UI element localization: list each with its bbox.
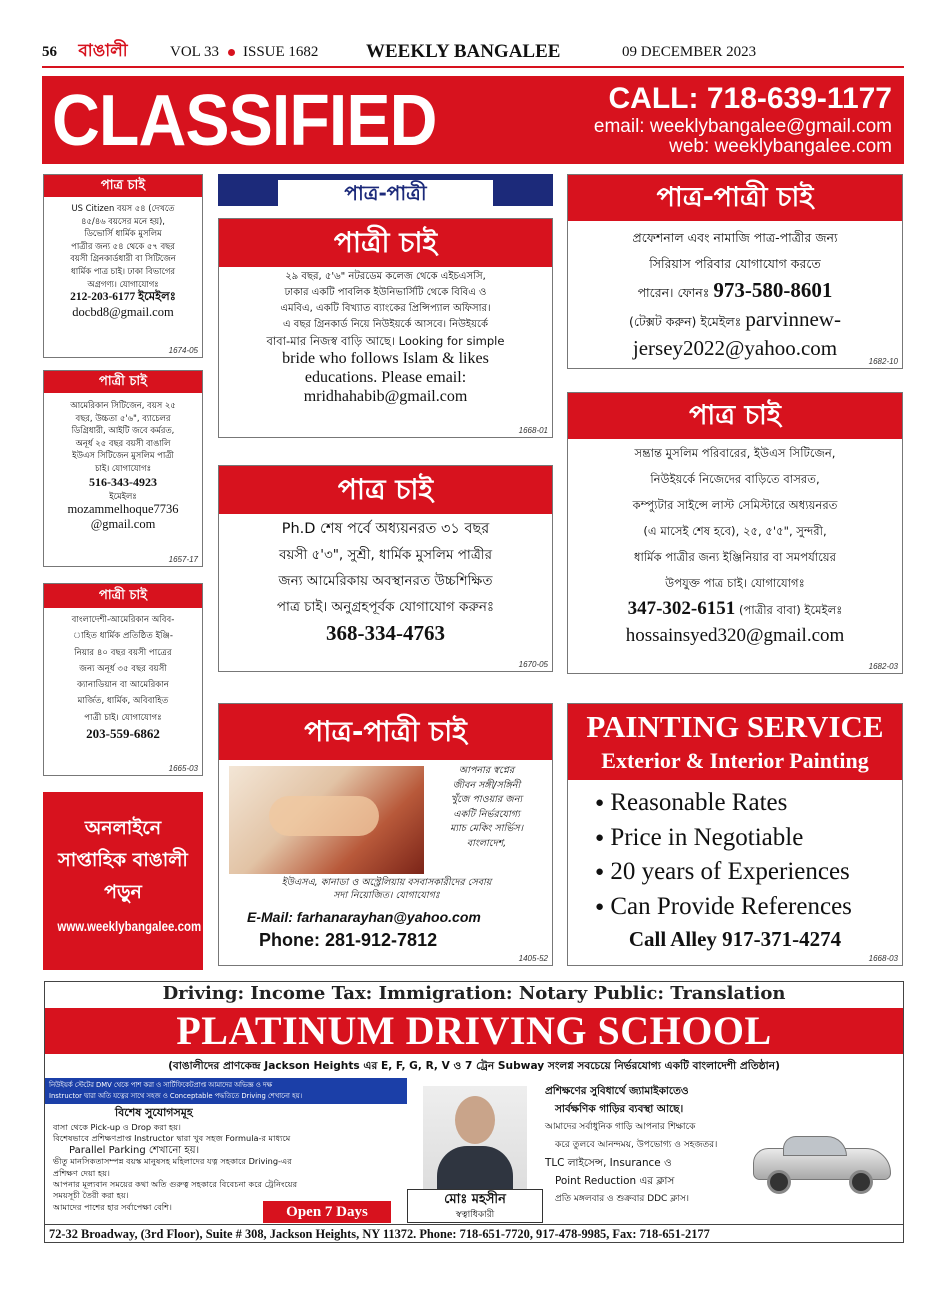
ad-line: জন্য অনূর্ধ ৩৫ বছর বয়সী	[79, 663, 167, 674]
painting-subtitle: Exterior & Interior Painting	[601, 748, 869, 773]
ad-phone: 368-334-4763	[326, 621, 445, 645]
volume: VOL 33	[170, 44, 220, 60]
ad-line: বাংলাদেশী-আমেরিকান অবিব-	[71, 615, 175, 625]
painting-title: PAINTING SERVICE	[586, 709, 884, 744]
issue-date: 09 DECEMBER 2023	[622, 44, 757, 60]
ad-line: জন্য আমেরিকায় অবস্থানরত উচ্চশিক্ষিত	[278, 573, 493, 589]
painting-bullets	[568, 780, 902, 924]
ad-email: parvinnew-	[745, 307, 841, 331]
hands-shape	[269, 796, 379, 836]
online-line: সাপ্তাহিক বাঙালী	[58, 849, 188, 871]
ad-email: mozammelhoque7736	[67, 502, 179, 517]
driving-point: প্রশিক্ষণের সুবিধার্থে জ্যামাইকাতেও	[545, 1085, 689, 1097]
ad-bride-wanted-2	[43, 370, 203, 567]
ad-line: সম্ভ্রান্ত মুসলিম পরিবারের, ইউএস সিটিজেন,	[634, 446, 836, 460]
ad-body	[44, 393, 202, 532]
ad-heading: পাত্র-পাত্রী চাই	[568, 175, 902, 221]
ad-matchmaking	[218, 703, 553, 966]
ad-line: ক্যানাডিয়ান বা আমেরিকান	[77, 680, 169, 691]
ad-line: আমেরিকান সিটিজেন, বয়স ২৫	[70, 400, 176, 410]
driving-tagline: (বাঙালীদের প্রাণকেন্দ্র Jackson Heights এর E, F, G, R, V ও 7 ট্রেন Subway সংলগ্ন সবচেয়ে নির্ভরযোগ্য একটি বাংলাদেশী প্রতিষ্ঠান)	[168, 1060, 780, 1072]
painting-bullet: Can Provide References	[610, 892, 852, 920]
ad-groom-wanted-5	[218, 465, 553, 672]
ad-line: নিয়ার ৪০ বছর বয়সী পাত্রের	[74, 647, 172, 658]
online-line: পড়ুন	[104, 881, 142, 903]
ad-line: অগ্রগণ্য। যোগাযোগঃ	[87, 278, 159, 289]
ad-phone: 516-343-4923	[89, 474, 157, 489]
owner-caption	[407, 1189, 543, 1223]
ad-ref: 1405-52	[518, 954, 548, 963]
section-banner-label: পাত্র-পাত্রী	[278, 180, 493, 206]
ad-phone: 212-203-6177 ইমেইলঃ	[70, 291, 176, 304]
car-wheel	[767, 1170, 791, 1194]
ad-line: চাই। যোগাযোগঃ	[94, 462, 152, 473]
ad-line: বছর, উচ্চতা ৫'৬", ব্যাচেলর	[75, 412, 171, 423]
ad-body	[219, 267, 552, 406]
ad-line: ধার্মিক পাত্রীর জন্য ইঞ্জিনিয়ার বা সমপর্যায়ের	[634, 550, 836, 564]
ad-heading: পাত্রী চাই	[219, 219, 552, 267]
car-image	[745, 1130, 895, 1198]
ad-driving-school	[44, 981, 904, 1243]
ad-email: jersey2022@yahoo.com	[632, 336, 838, 360]
ad-line: ঢাকার একটি পাবলিক ইউনিভার্সিটি থেকে বিবিএ ও	[284, 287, 487, 298]
ad-heading: পাত্র চাই	[568, 393, 902, 439]
ad-bride-wanted-3	[43, 583, 203, 776]
driving-point: আমাদের সর্বাধুনিক গাড়ি আপনার শিক্ষাকে	[545, 1122, 696, 1132]
ad-ref: 1668-01	[518, 426, 548, 435]
blue-banner-line: Instructor দ্বারা অতি যত্নের সাথে সহজ ও Conceptable পদ্ধতিতে Driving শেখানো হয়।	[49, 1092, 303, 1100]
classified-title: CLASSIFIED	[52, 81, 437, 161]
ad-heading: পাত্রী চাই	[44, 371, 202, 393]
ad-bride-wanted-4	[218, 218, 553, 438]
ad-line: bride who follows Islam & likes	[282, 350, 489, 367]
online-line: অনলাইনে	[84, 817, 162, 839]
painting-bullet: 20 years of Experiences	[610, 858, 850, 885]
owner-name: মোঃ মহসীন	[444, 1192, 506, 1207]
ad-line: একটি নির্ভরযোগ্য	[453, 808, 520, 820]
car-roof	[783, 1136, 847, 1156]
banner-web: web: weeklybangalee.com	[669, 136, 892, 157]
ad-painting-service	[567, 703, 903, 966]
ad-phone: 973-580-8601	[713, 278, 833, 302]
ad-ref: 1682-10	[868, 357, 898, 366]
ad-email: @gmail.com	[90, 517, 156, 532]
ad-body	[568, 439, 902, 649]
ad-line: এমবিএ, একটি বিখ্যাত ব্যাংকের প্রিন্সিপ্যাল অফিসার।	[280, 303, 491, 314]
ad-line: পারেন। ফোনঃ	[637, 285, 710, 300]
driving-special-heading: বিশেষ সুযোগসমূহ	[115, 1106, 193, 1119]
ad-line: এ বছর গ্রিনকার্ড নিয়ে নিউইয়র্কে আসবে। নিউইয়র্কে	[282, 319, 488, 330]
painting-bullet: Reasonable Rates	[610, 789, 788, 816]
driving-point: ভীতু মানসিকতাসম্পন্ন বয়স্ক মানুষসহ মহিলাদের যত্ন সহকারে Driving-এর	[53, 1156, 292, 1167]
ad-line: ডিভোর্সি ধার্মিক মুসলিম	[84, 228, 162, 239]
driving-blue-banner	[45, 1078, 407, 1104]
bullet-dot-icon	[228, 49, 235, 56]
open-7-days-badge: Open 7 Days	[263, 1201, 391, 1223]
ad-line: সদা নিয়োজিত। যোগাযোগঃ	[333, 890, 440, 901]
ad-line: ইউএসএ, কানাডা ও অস্ট্রেলিয়ায় বসবাসকারীদের সেবায়	[281, 877, 492, 888]
driving-point: আপনার মূল্যবান সময়ের কথা অতি গুরুত্ব সহকারে বিবেচনা করে ট্রেনিংয়ের	[53, 1179, 298, 1190]
driving-title: PLATINUM DRIVING SCHOOL	[45, 1008, 903, 1054]
painting-bullet: Price in Negotiable	[610, 823, 804, 851]
ad-line: বাংলাদেশ,	[466, 837, 507, 849]
page-number: 56	[42, 44, 57, 60]
ad-line: (টেক্সট করুন) ইমেইলঃ	[629, 314, 742, 329]
ad-body	[568, 221, 902, 361]
online-url[interactable]: www.weeklybangalee.com	[57, 918, 202, 934]
ad-email: E-Mail: farhanarayhan@yahoo.com	[247, 909, 481, 925]
ad-line: বয়সী গ্রিনকার্ডধারী বা সিটিজেন	[70, 253, 176, 264]
ad-body	[44, 197, 202, 320]
ad-line: সিরিয়াস পরিবার যোগাযোগ করতে	[649, 256, 821, 271]
ad-email: mridhahabib@gmail.com	[303, 388, 468, 405]
blue-banner-line: নিউইয়র্ক স্টেটের DMV থেকে পাশ করা ও সার্টিফিকেটপ্রাপ্ত আমাদের অভিজ্ঞ ও দক্ষ	[49, 1081, 272, 1089]
header-rule	[42, 66, 904, 68]
wedding-hands-photo	[229, 766, 424, 874]
driving-point: সময়সূচী তৈরী করা হয়।	[53, 1190, 129, 1201]
section-banner	[218, 174, 553, 206]
driving-point: করে তুলবে আনন্দময়, উপভোগ্য ও সহজতর।	[555, 1140, 718, 1150]
ad-line: (পাত্রীর বাবা) ইমেইলঃ	[738, 603, 843, 617]
bullet-icon: ●	[595, 829, 605, 846]
ad-line: Ph.D শেষ পর্বে অধ্যয়নরত ৩১ বছর	[281, 521, 490, 537]
driving-point: Parallel Parking শেখানো হয়।	[69, 1144, 200, 1156]
owner-head	[455, 1096, 495, 1144]
driving-left-column	[45, 1078, 407, 1220]
ad-line: বাবা-মার নিজস্ব বাড়ি আছে। Looking for simple	[266, 334, 505, 348]
driving-point: সার্বক্ষণিক গাড়ির ব্যবস্থা আছে।	[555, 1103, 684, 1115]
ad-body	[219, 514, 552, 646]
painting-header	[568, 704, 902, 780]
ad-line: নিউইয়র্কে নিজেদের বাড়িতে বাসরত,	[650, 472, 820, 486]
ad-line: উপযুক্ত পাত্র চাই। যোগাযোগঃ	[665, 576, 805, 590]
ad-line: অনূর্ধ ২৫ বছর বয়সী বাঙালি	[75, 437, 171, 448]
car-wheel	[849, 1170, 873, 1194]
ad-email: docbd8@gmail.com	[72, 305, 174, 320]
ad-line: মার্জিত, ধার্মিক, অবিবাহিত	[77, 696, 169, 707]
driving-point: প্রতি মঙ্গলবার ও শুক্রবার DDC ক্লাস।	[555, 1194, 690, 1204]
ad-heading: পাত্র চাই	[219, 466, 552, 514]
ad-heading: পাত্রী চাই	[44, 584, 202, 608]
ad-line: ধার্মিক পাত্র চাই। ঢাকা বিভাগের	[71, 265, 175, 276]
ad-ref: 1670-05	[518, 660, 548, 669]
ad-line: educations. Please email:	[304, 369, 467, 386]
driving-point: TLC লাইসেন্স, Insurance ও	[545, 1157, 672, 1169]
driving-point: প্রশিক্ষণ দেয়া হয়।	[53, 1167, 110, 1178]
ad-phone: 203-559-6862	[86, 726, 160, 742]
ad-line: বয়সী ৫'৩", সুশ্রী, ধার্মিক মুসলিম পাত্রীর	[278, 547, 493, 563]
ad-body	[44, 608, 202, 742]
classified-banner	[42, 76, 904, 164]
publication-name: WEEKLY BANGALEE	[366, 41, 561, 62]
ad-line: প্রফেশনাল এবং নামাজি পাত্র-পাত্রীর জন্য	[632, 230, 838, 245]
bullet-icon: ●	[595, 864, 605, 880]
driving-services: Driving: Income Tax: Immigration: Notary Public: Translation	[162, 983, 786, 1004]
ad-phone: 347-302-6151	[627, 598, 736, 619]
bullet-icon: ●	[595, 898, 605, 915]
ad-ref: 1682-03	[868, 662, 898, 671]
ad-line: াহিত ধার্মিক প্রতিষ্ঠিত ইঞ্জি-	[73, 631, 173, 642]
issue: ISSUE 1682	[243, 44, 319, 60]
ad-line: জীবন সঙ্গী/সঙ্গিনী	[452, 779, 521, 791]
driving-point: বিশেষভাবে প্রশিক্ষণপ্রাপ্ত Instructor দ্বারা খুব সহজ Formula-র মাধ্যমে	[53, 1133, 291, 1144]
bullet-icon: ●	[595, 795, 605, 811]
ad-ref: 1674-05	[168, 346, 198, 355]
ad-line: (এ মাসেই শেষ হবে), ২৫, ৫'৫", সুন্দরী,	[643, 524, 827, 538]
driving-left-points	[45, 1122, 407, 1213]
banner-email: email: weeklybangalee@gmail.com	[593, 116, 892, 137]
driving-point: Point Reduction এর ক্লাস	[555, 1175, 675, 1187]
ad-ref: 1657-17	[168, 555, 198, 564]
ad-line: কম্প্যুটার সাইন্সে লাস্ট সেমিস্টারে অধ্যয়নরত	[632, 498, 838, 512]
owner-title: স্বত্বাধিকারী	[455, 1210, 495, 1220]
ad-line: ম্যাচ মেকিং সার্ভিস।	[449, 823, 524, 834]
ad-line: পাত্রীর জন্য ৫৪ থেকে ৫৭ বছর	[71, 240, 175, 251]
ad-line: ইউএস সিটিজেন মুসলিম পাত্রী	[72, 450, 174, 461]
ad-line: ৪৫/৪৬ বয়সের মনে হয়),	[81, 215, 165, 226]
ad-side-text	[424, 764, 549, 851]
driving-point: আমাদের পাশের হার সর্বাপেক্ষা বেশি।	[53, 1201, 172, 1212]
ad-bride-groom-wanted-7	[567, 174, 903, 369]
ad-ref: 1668-03	[868, 954, 898, 963]
owner-photo	[423, 1086, 527, 1192]
ad-line: ডিগ্রিধারী, আইটি জবে কর্মরত,	[71, 425, 175, 436]
ad-line: US Citizen বয়স ৫৪ (দেখতে	[71, 203, 175, 213]
ad-groom-wanted-8	[567, 392, 903, 674]
ad-line: খুঁজে পাওয়ার জন্য	[450, 794, 523, 805]
ad-groom-wanted-1	[43, 174, 203, 358]
online-reading-ad	[43, 792, 203, 970]
banner-call: CALL: 718-639-1177	[608, 82, 892, 115]
ad-ref: 1665-03	[168, 764, 198, 773]
owner-suit	[437, 1146, 513, 1192]
ad-line: পাত্রী চাই। যোগাযোগঃ	[84, 712, 162, 723]
ad-bottom-text	[219, 876, 554, 902]
ad-email: hossainsyed320@gmail.com	[625, 625, 845, 646]
driving-address: 72-32 Broadway, (3rd Floor), Suite # 308, Jackson Heights, NY 11372. Phone: 718-651-7720, 917-478-9985, Fax: 718-651-2177	[45, 1224, 903, 1243]
painting-contact: Call Alley 917-371-4274	[628, 927, 842, 951]
ad-heading: পাত্র চাই	[44, 175, 202, 197]
ad-line: ইমেইলঃ	[109, 490, 137, 501]
ad-phone: Phone: 281-912-7812	[259, 930, 438, 950]
driving-point: বাসা থেকে Pick-up ও Drop করা হয়।	[53, 1122, 181, 1132]
ad-line: ২৯ বছর, ৫'৬" নটরডেম কলেজ থেকে এইচএসসি,	[285, 271, 486, 282]
publication-logo: বাঙালী	[78, 41, 128, 61]
ad-line: আপনার স্বপ্নের	[458, 765, 515, 776]
ad-heading: পাত্র-পাত্রী চাই	[219, 704, 552, 760]
ad-line: পাত্র চাই। অনুগ্রহপূর্বক যোগাযোগ করুনঃ	[276, 599, 495, 615]
